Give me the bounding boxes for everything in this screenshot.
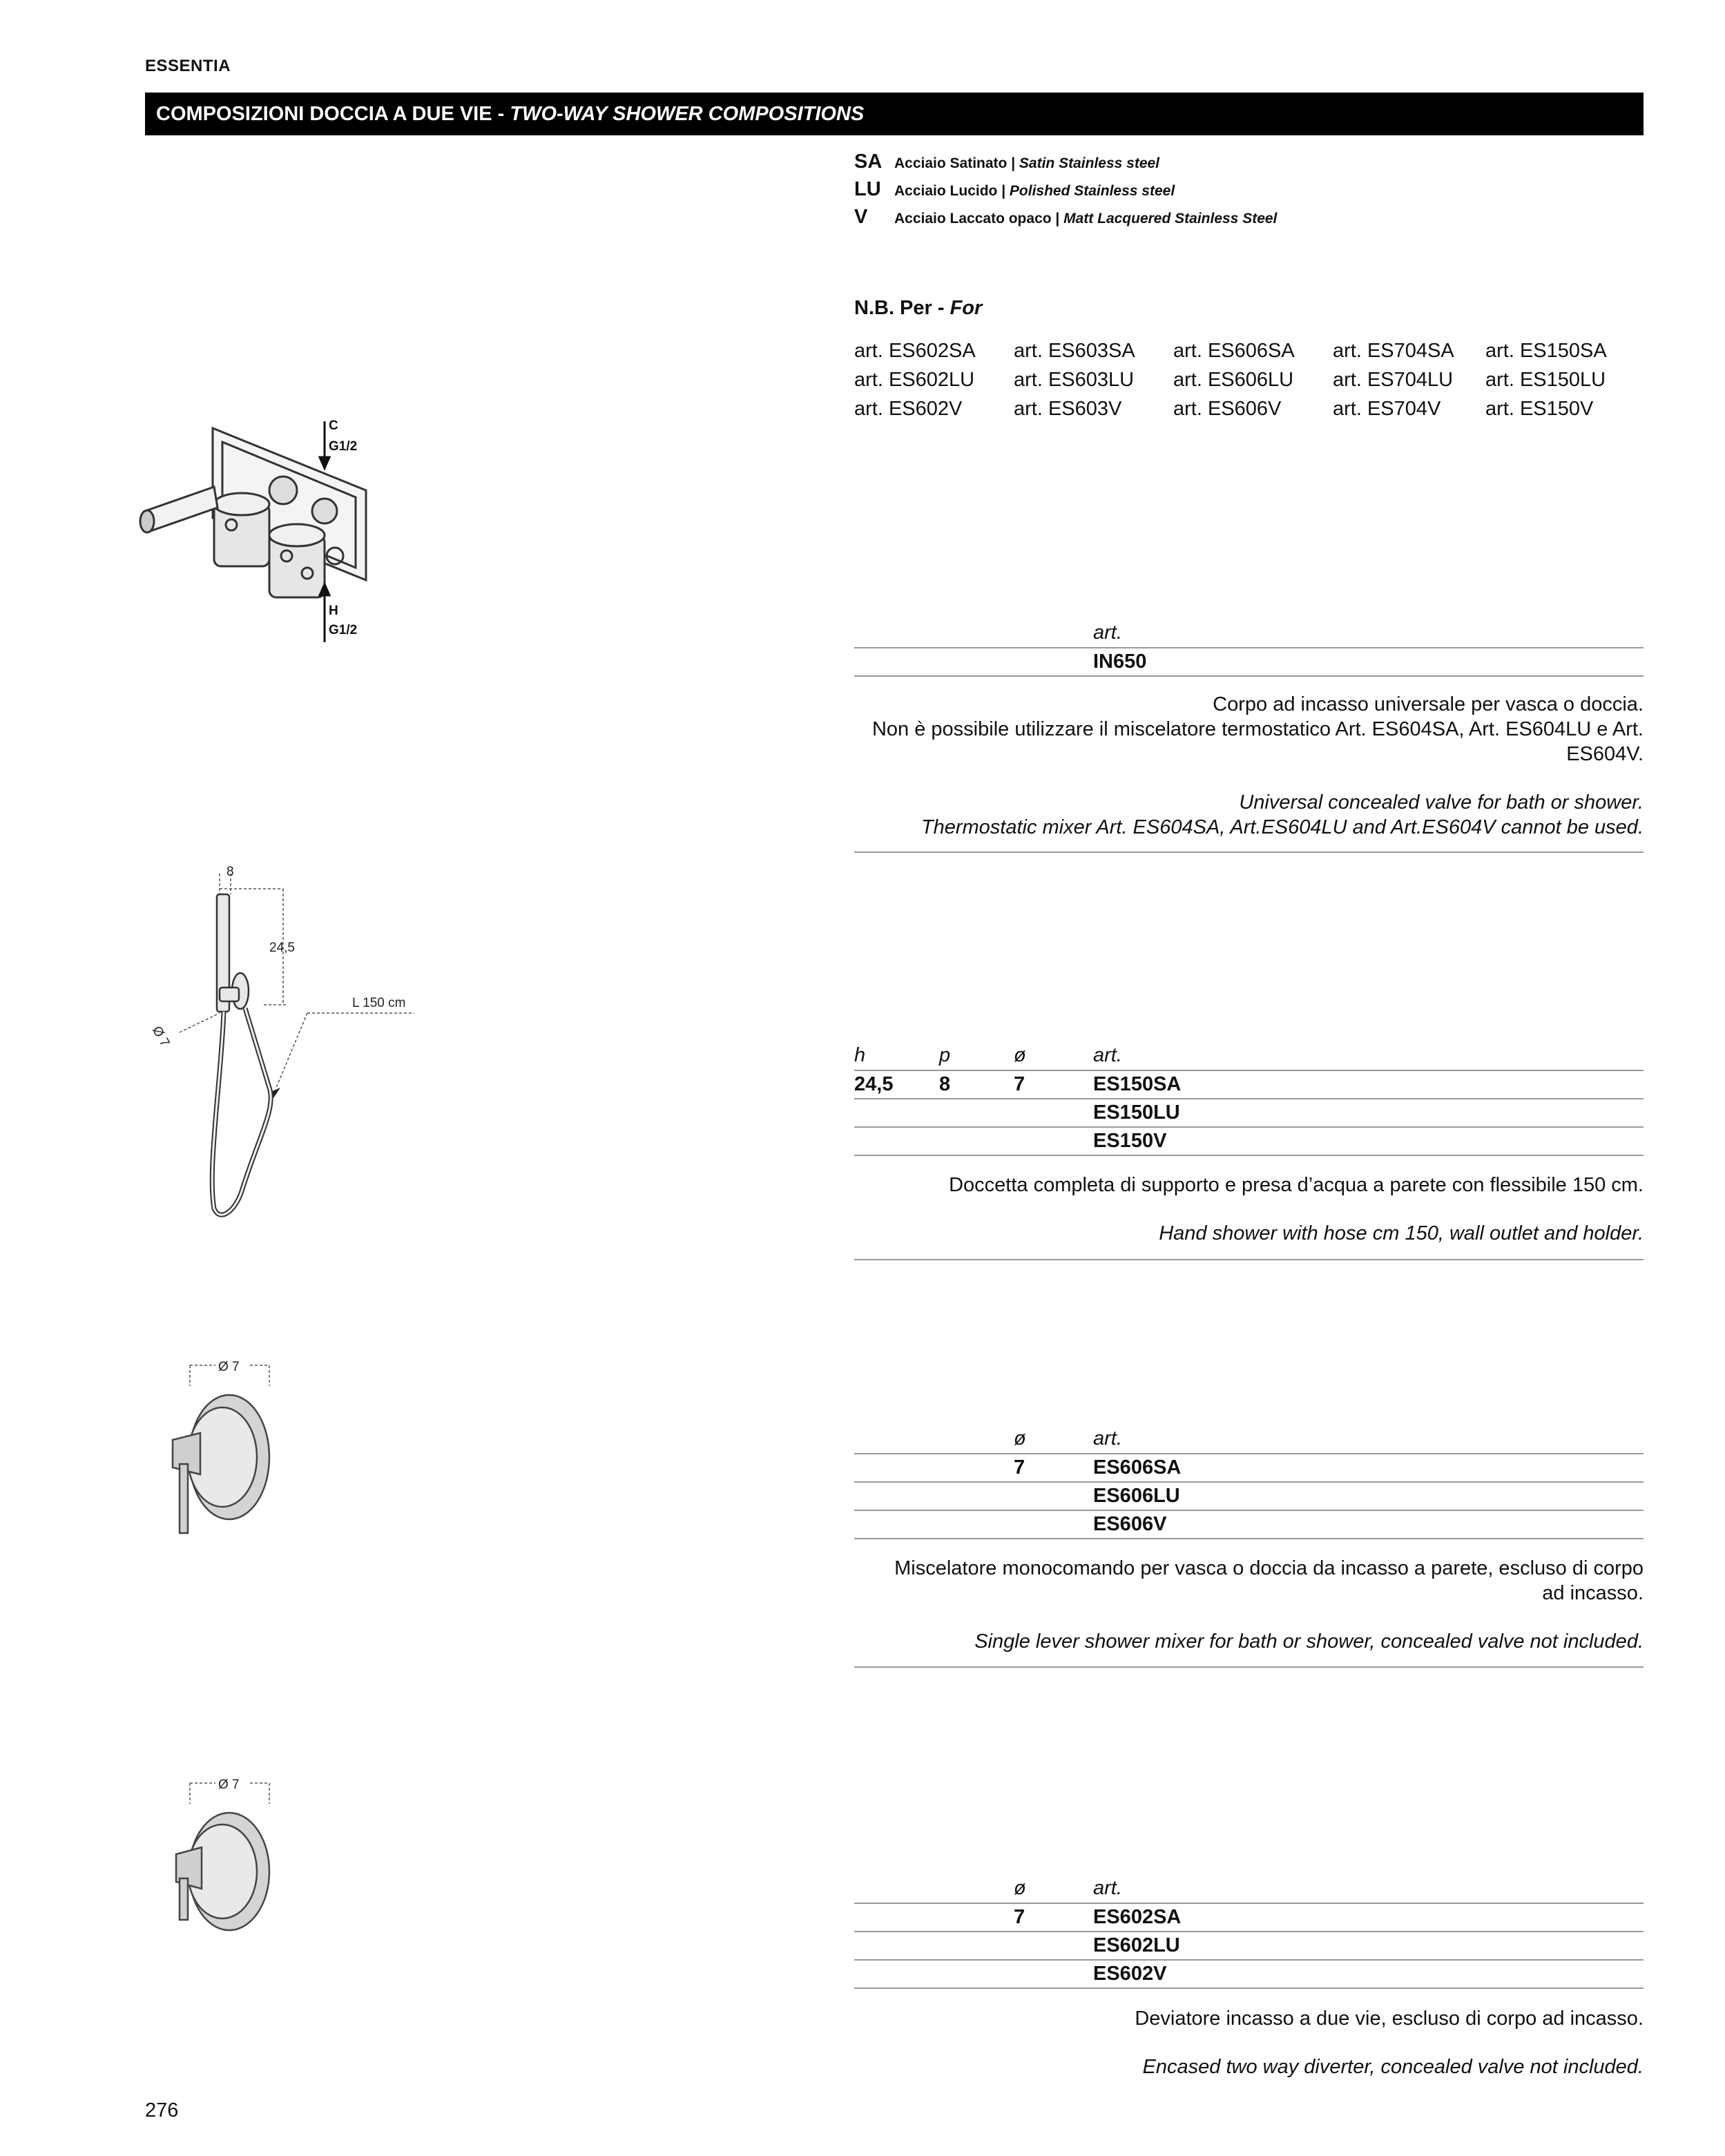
finish-it: Acciaio Lucido | xyxy=(894,183,1010,199)
nb-article: art. ES704V xyxy=(1333,398,1441,420)
desc-en-line: Single lever shower mixer for bath or shower, concealed valve not included. xyxy=(974,1630,1644,1653)
nb-article: art. ES704SA xyxy=(1333,340,1454,362)
header-p: p xyxy=(939,1044,951,1066)
nb-article-row xyxy=(854,369,1644,398)
divider xyxy=(854,851,1644,853)
finish-code: V xyxy=(854,206,868,228)
product-table-es602 xyxy=(854,1876,1644,1989)
desc-it-line: Deviatore incasso a due vie, escluso di corpo ad incasso. xyxy=(1135,2008,1644,2030)
height-label: 24,5 xyxy=(269,941,295,955)
brand-name: ESSENTIA xyxy=(145,57,231,75)
depth-value: 8 xyxy=(939,1073,951,1095)
finish-description xyxy=(894,183,1175,200)
desc-it-line: Miscelatore monocomando per vasca o doccia da incasso a parete, escluso di corpo xyxy=(894,1557,1644,1579)
diameter-label: Ø 7 xyxy=(218,1778,240,1792)
article-code: ES150LU xyxy=(1093,1101,1180,1124)
description-es606 xyxy=(854,1556,1644,1654)
product-table-es150 xyxy=(854,1043,1644,1156)
section-title-bar xyxy=(145,93,1644,135)
table-row xyxy=(854,1932,1644,1961)
desc-en-line: Encased two way diverter, concealed valve not included. xyxy=(1142,2056,1644,2078)
nb-article: art. ES606LU xyxy=(1173,369,1294,391)
nb-article: art. ES602V xyxy=(854,398,963,420)
header-art: art. xyxy=(1093,1044,1122,1066)
table-header xyxy=(854,1043,1644,1071)
diameter-value: 7 xyxy=(1014,1906,1025,1928)
finish-code: SA xyxy=(854,151,883,173)
nb-article: art. ES606V xyxy=(1173,398,1282,420)
concealed-valve-drawing xyxy=(138,414,387,649)
table-row xyxy=(854,648,1644,677)
hot-thread-label: G1/2 xyxy=(329,623,358,637)
table-header xyxy=(854,1426,1644,1454)
nb-article-row xyxy=(854,340,1644,369)
article-code: ES606V xyxy=(1093,1513,1167,1535)
cold-thread-label: G1/2 xyxy=(329,439,358,454)
product-table-es606 xyxy=(854,1426,1644,1539)
description-es602 xyxy=(854,2006,1644,2079)
depth-label: 8 xyxy=(227,865,234,879)
finish-it: Acciaio Laccato opaco | xyxy=(894,211,1064,227)
table-row xyxy=(854,1483,1644,1511)
finish-code: LU xyxy=(854,178,881,200)
finish-en: Satin Stainless steel xyxy=(1019,155,1160,171)
finish-en: Polished Stainless steel xyxy=(1009,183,1175,199)
legend-row xyxy=(854,178,1641,206)
nb-article: art. ES603V xyxy=(1014,398,1122,420)
desc-it-line: ad incasso. xyxy=(1542,1582,1644,1604)
desc-it-line: Corpo ad incasso universale per vasca o doccia. xyxy=(1213,693,1644,715)
diameter-value: 7 xyxy=(1014,1073,1025,1095)
nb-article: art. ES606SA xyxy=(1173,340,1295,362)
article-code: ES602LU xyxy=(1093,1934,1180,1956)
description-es150 xyxy=(854,1173,1644,1246)
desc-en-line: Thermostatic mixer Art. ES604SA, Art.ES604LU and Art.ES604V cannot be used. xyxy=(921,816,1644,838)
hose-length-label: L 150 cm xyxy=(352,996,406,1010)
nb-article: art. ES150LU xyxy=(1485,369,1606,391)
product-table-in650 xyxy=(854,620,1644,677)
table-header xyxy=(854,620,1644,648)
nb-article: art. ES602LU xyxy=(854,369,975,391)
finish-en: Matt Lacquered Stainless Steel xyxy=(1063,211,1278,227)
table-row xyxy=(854,1904,1644,1932)
desc-it-line: Doccetta completa di supporto e presa d’acqua a parete con flessibile 150 cm. xyxy=(949,1174,1644,1196)
desc-en-line: Hand shower with hose cm 150, wall outlet and holder. xyxy=(1159,1222,1644,1244)
header-diameter: ø xyxy=(1014,1044,1026,1066)
nb-article: art. ES150V xyxy=(1485,398,1594,420)
page-number: 276 xyxy=(145,2099,179,2121)
section-title-en: TWO-WAY SHOWER COMPOSITIONS xyxy=(510,102,865,125)
cold-inlet-label: C xyxy=(329,418,338,433)
table-row xyxy=(854,1961,1644,1989)
nb-article-grid xyxy=(854,340,1644,427)
nb-label: N.B. Per - xyxy=(854,297,950,319)
finish-it: Acciaio Satinato | xyxy=(894,155,1019,171)
nb-label-en: For xyxy=(950,297,983,319)
header-art: art. xyxy=(1093,622,1122,644)
article-code: ES602SA xyxy=(1093,1906,1182,1928)
two-way-diverter-drawing xyxy=(152,1768,290,1934)
description-in650 xyxy=(854,692,1644,840)
hot-inlet-label: H xyxy=(329,604,338,618)
section-title-it: COMPOSIZIONI DOCCIA A DUE VIE - xyxy=(156,102,505,125)
table-row xyxy=(854,1071,1644,1099)
article-code: ES606SA xyxy=(1093,1456,1182,1479)
hand-shower-drawing xyxy=(138,860,428,1226)
article-code: ES150V xyxy=(1093,1130,1167,1152)
diameter-value: 7 xyxy=(1014,1456,1025,1479)
legend-row xyxy=(854,151,1641,178)
article-code: ES606LU xyxy=(1093,1485,1180,1507)
article-code: ES150SA xyxy=(1093,1073,1182,1095)
divider xyxy=(854,1259,1644,1260)
desc-it-line: ES604V. xyxy=(1566,743,1644,765)
table-row xyxy=(854,1454,1644,1483)
finish-description xyxy=(894,155,1159,172)
table-row xyxy=(854,1511,1644,1539)
nb-article: art. ES704LU xyxy=(1333,369,1454,391)
divider xyxy=(854,1666,1644,1668)
legend-row xyxy=(854,206,1641,233)
article-code: ES602V xyxy=(1093,1963,1167,1985)
finish-legend xyxy=(854,151,1641,233)
nb-note-title xyxy=(854,297,982,320)
diameter-label: Ø 7 xyxy=(218,1360,240,1374)
diameter-label: Ø 7 xyxy=(148,1023,173,1050)
table-header xyxy=(854,1876,1644,1904)
nb-article-row xyxy=(854,398,1644,427)
nb-article: art. ES603LU xyxy=(1014,369,1135,391)
desc-en-line: Universal concealed valve for bath or shower. xyxy=(1239,791,1644,814)
header-diameter: ø xyxy=(1014,1877,1026,1899)
header-art: art. xyxy=(1093,1877,1122,1899)
nb-article: art. ES150SA xyxy=(1485,340,1607,362)
header-diameter: ø xyxy=(1014,1427,1026,1450)
table-row xyxy=(854,1099,1644,1128)
height-value: 24,5 xyxy=(854,1073,894,1095)
single-lever-mixer-drawing xyxy=(152,1350,290,1537)
desc-it-line: Non è possibile utilizzare il miscelatore termostatico Art. ES604SA, Art. ES604LU e Art. xyxy=(871,718,1644,740)
nb-article: art. ES603SA xyxy=(1014,340,1135,362)
table-row xyxy=(854,1128,1644,1156)
nb-article: art. ES602SA xyxy=(854,340,976,362)
article-code: IN650 xyxy=(1093,651,1147,673)
header-art: art. xyxy=(1093,1427,1122,1450)
header-h: h xyxy=(854,1044,866,1066)
finish-description xyxy=(894,211,1277,227)
